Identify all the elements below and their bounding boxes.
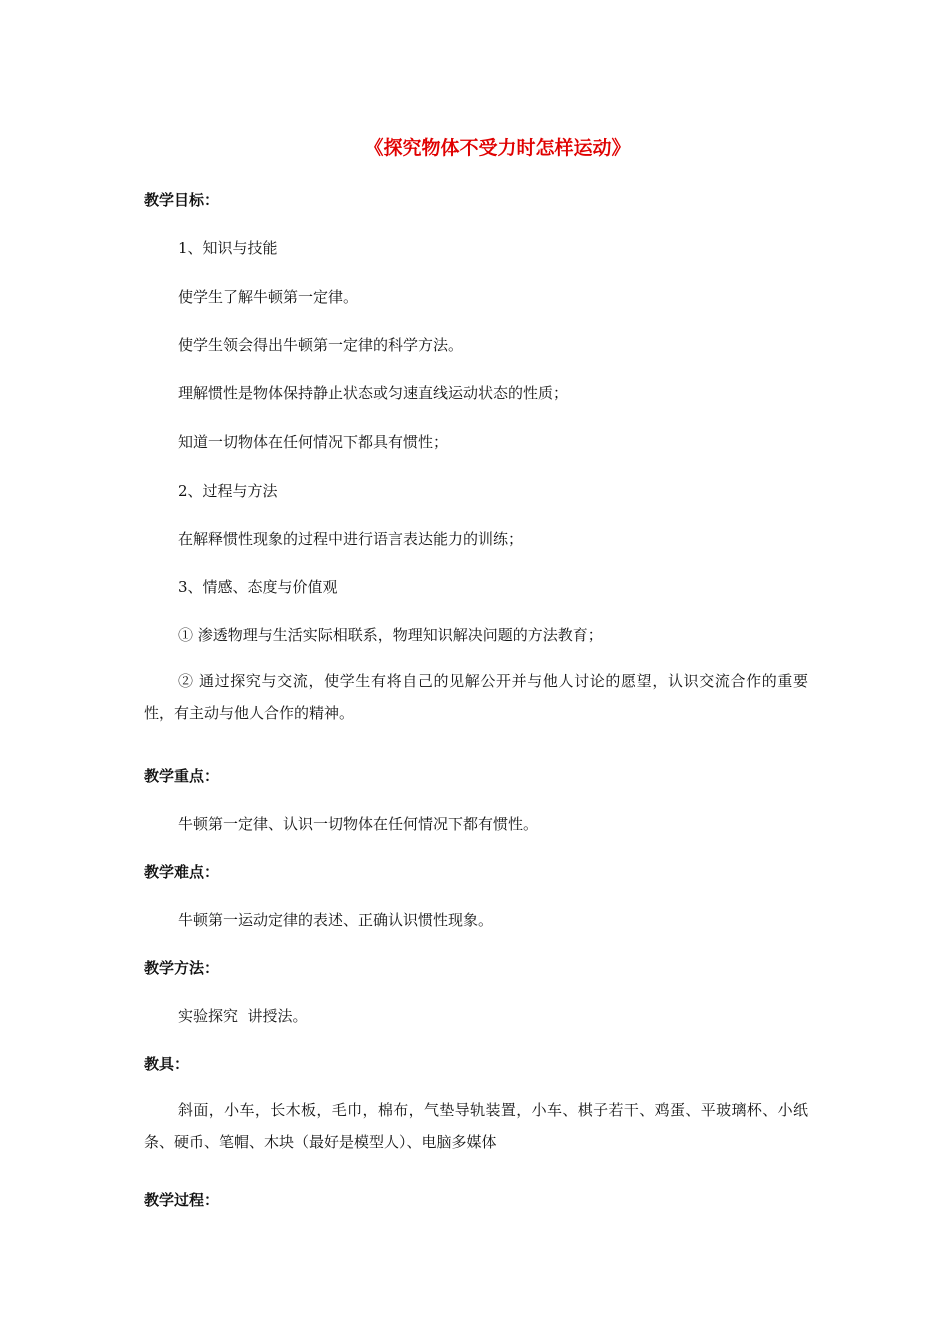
knowledge-heading: 1、知识与技能 [178, 239, 278, 257]
difficulties-heading: 教学难点： [144, 863, 220, 881]
document-title: 《探究物体不受力时怎样运动》 [364, 137, 631, 159]
attitude-heading: 3、情感、态度与价值观 [178, 578, 338, 596]
key-points-heading: 教学重点： [144, 767, 220, 785]
key-points-text: 牛顿第一定律、认识一切物体在任何情况下都有惯性。 [178, 815, 539, 833]
knowledge-item: 使学生了解牛顿第一定律。 [178, 288, 359, 306]
attitude-item: ② 通过探究与交流，使学生有将自己的见解公开并与他人讨论的愿望，认识交流合作的重要性，有主动与他人合作的精神。 [144, 672, 808, 722]
tools-heading: 教具： [144, 1055, 190, 1073]
tools-text: 斜面，小车，长木板，毛巾，棉布，气垫导轨装置，小车、棋子若干、鸡蛋、平玻璃杯、小纸条、硬币、笔帽、木块（最好是模型人）、电脑多媒体 [144, 1101, 808, 1151]
objectives-heading: 教学目标： [144, 191, 220, 209]
knowledge-item: 使学生领会得出牛顿第一定律的科学方法。 [178, 336, 464, 354]
methods-text: 实验探究 讲授法。 [178, 1007, 308, 1025]
knowledge-item: 理解惯性是物体保持静止状态或匀速直线运动状态的性质； [178, 384, 569, 402]
methods-heading: 教学方法： [144, 959, 220, 977]
process-method-item: 在解释惯性现象的过程中进行语言表达能力的训练； [178, 530, 524, 548]
process-method-heading: 2、过程与方法 [178, 482, 278, 500]
process-heading: 教学过程： [144, 1191, 220, 1209]
difficulties-text: 牛顿第一运动定律的表述、正确认识惯性现象。 [178, 911, 494, 929]
attitude-item: ① 渗透物理与生活实际相联系，物理知识解决问题的方法教育； [178, 626, 603, 644]
knowledge-item: 知道一切物体在任何情况下都具有惯性； [178, 433, 449, 451]
